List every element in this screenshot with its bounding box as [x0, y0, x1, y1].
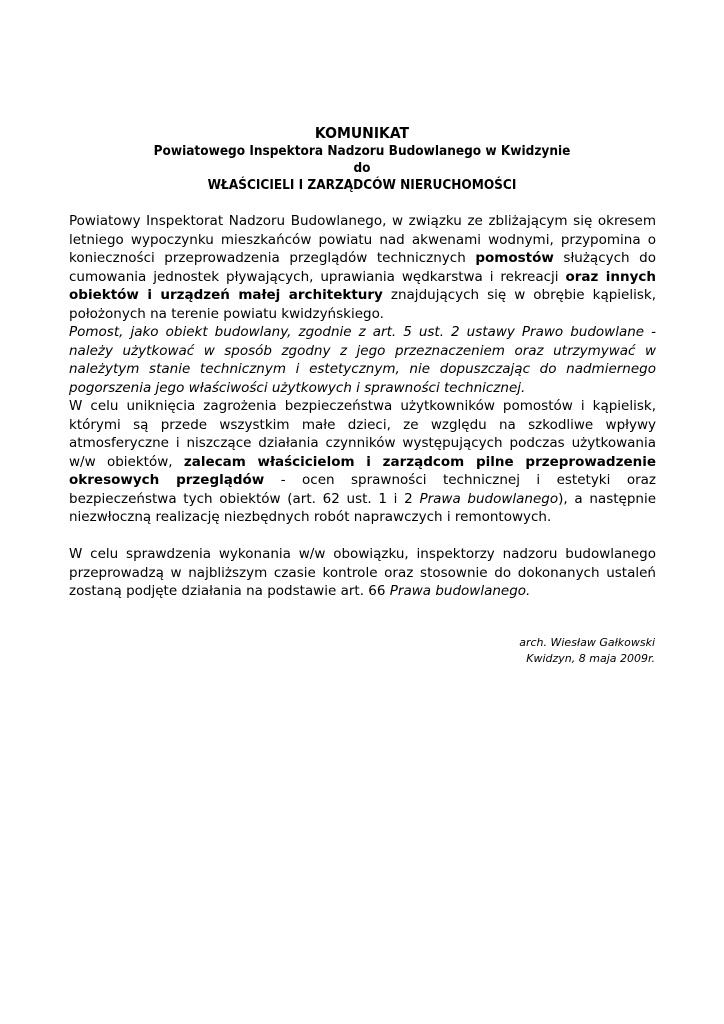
document-title: KOMUNIKAT	[314, 124, 410, 142]
intro-text-1: Powiatowy Inspektorat Nadzoru Budowlanego, w związku ze zbliżającym się okresem letniego wypoczynku mieszkańców powiatu nad akwenami wodnymi, przypomina o konieczności przeprowadzenia przeglądów technicznych	[69, 213, 656, 266]
signatory-name: arch. Wiesław Gałkowski	[519, 636, 655, 649]
document-body	[69, 212, 656, 601]
paragraph-intro	[69, 212, 656, 323]
intro-bold-2: oraz innych obiektów i urządzeń małej architektury	[69, 268, 656, 303]
paragraph-gap	[69, 527, 656, 546]
recommendation-text-3: ), a następnie niezwłoczną realizację niezbędnych robót naprawczych i remontowych.	[69, 490, 657, 525]
intro-text-2: służących do cumowania jednostek pływających, uprawiania wędkarstwa i rekreacji	[69, 250, 656, 285]
recommendation-text-1: W celu uniknięcia zagrożenia bezpieczeństwa użytkowników pomostów i kąpielisk, którymi są przede wszystkim małe dzieci, ze względu na szkodliwe wpływy atmosferyczne i niszczące działania czynników występujących podczas użytkowania w/w obiektów,	[69, 398, 656, 470]
signature-block	[519, 635, 655, 666]
recommendation-italic: Prawa budowlanego	[419, 490, 559, 507]
paragraph-inspection	[69, 545, 656, 601]
place-and-date: Kwidzyn, 8 maja 2009r.	[526, 651, 655, 665]
paragraph-legal-basis: Pomost, jako obiekt budowlany, zgodnie z art. 5 ust. 2 ustawy Prawo budowlane - należy użytkować w sposób zgodny z jego przeznaczeniem oraz utrzymywać w należytym stanie technicznym i estetycznym, nie dopuszczając do nadmiernego pogorszenia jego właściwości użytkowych i sprawności technicznej.	[69, 324, 656, 396]
issuer-line: Powiatowego Inspektora Nadzoru Budowlanego w Kwidzynie	[153, 143, 571, 159]
document-header	[0, 124, 724, 194]
inspection-italic: Prawa budowlanego.	[389, 583, 531, 599]
paragraph-recommendation	[69, 397, 656, 527]
inspection-text-1: W celu sprawdzenia wykonania w/w obowiązku, inspektorzy nadzoru budowlanego przeprowadzą w najbliższym czasie kontrole oraz stosownie do dokonanych ustaleń zostaną podjęte działania na podstawie art. 66	[69, 546, 656, 599]
intro-bold-1: pomostów	[475, 250, 554, 266]
intro-text-3: znajdujących się w obrębie kąpielisk, położonych na terenie powiatu kwidzyńskiego.	[69, 287, 656, 322]
addressee-preposition: do	[353, 160, 371, 176]
addressee-line: WŁAŚCICIELI I ZARZĄDCÓW NIERUCHOMOŚCI	[207, 177, 517, 193]
recommendation-text-2: - ocen sprawności technicznej i estetyki oraz bezpieczeństwa tych obiektów (art. 62 ust. 1 i 2	[69, 472, 656, 507]
recommendation-bold: zalecam właścicielom i zarządcom pilne przeprowadzenie okresowych przeglądów	[69, 453, 656, 488]
